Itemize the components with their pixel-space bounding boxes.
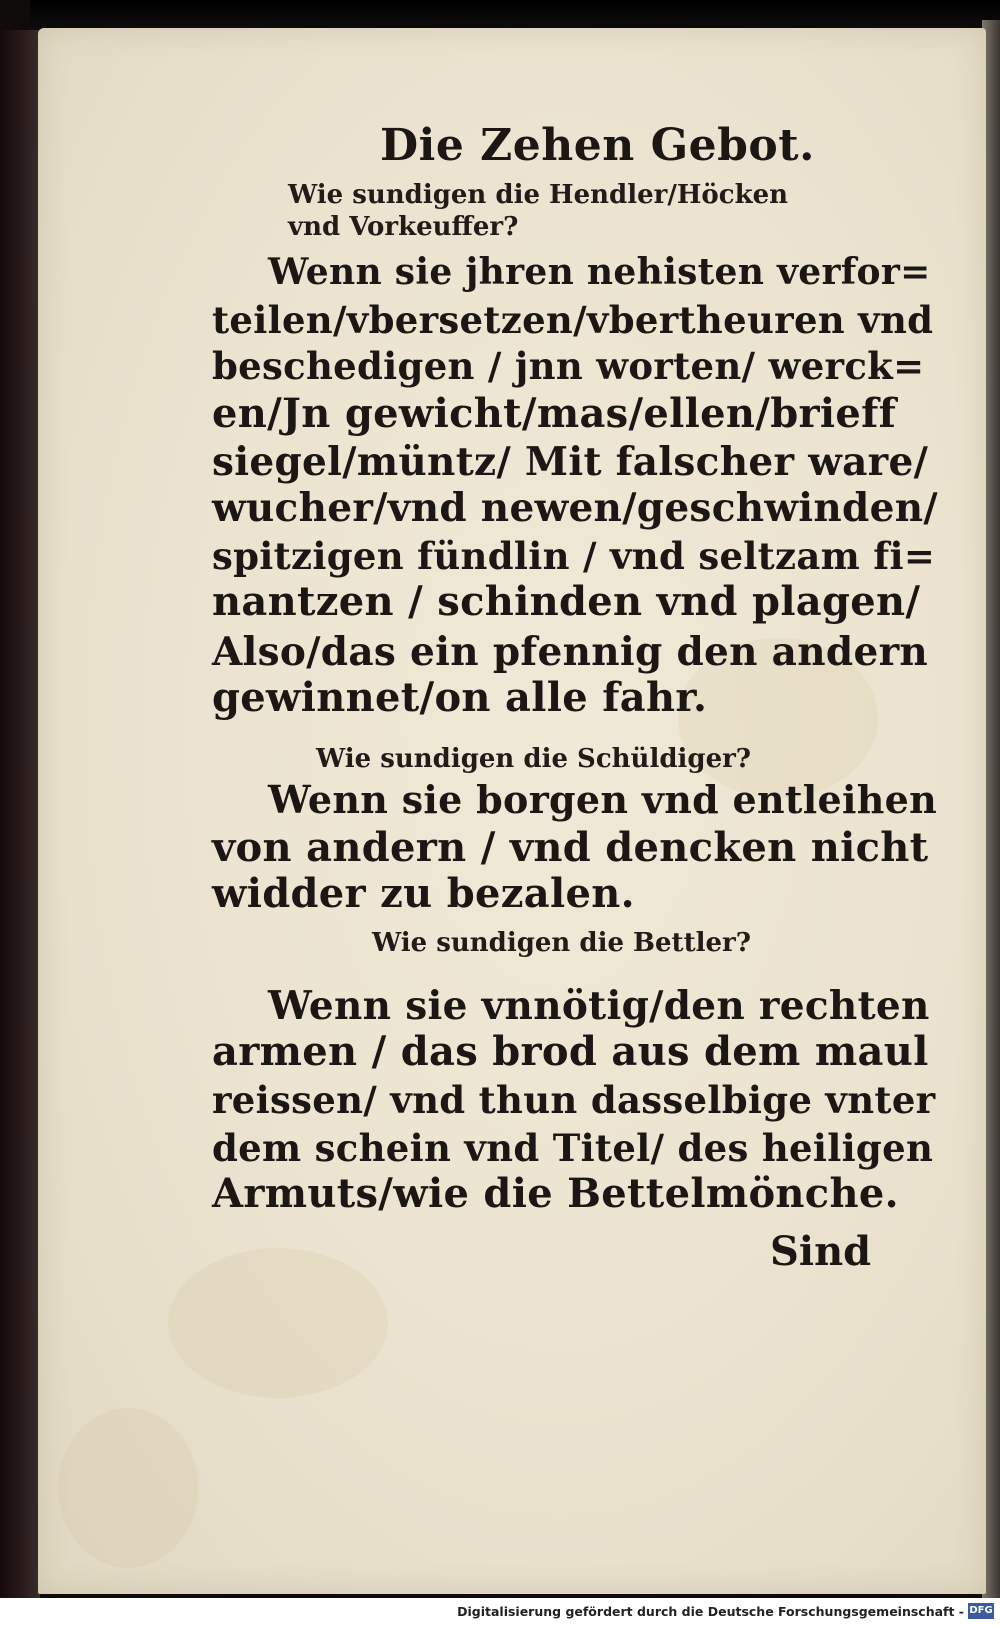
answer-line: Also/das ein pfennig den andern [212, 629, 929, 675]
answer-line: Armuts/wie die Bettelmönche. [212, 1170, 899, 1217]
answer-line: Wenn sie jhren nehisten verfor= [268, 251, 931, 293]
funding-credit: Digitalisierung gefördert durch die Deutsche Forschungsgemeinschaft - [457, 1604, 964, 1619]
running-head: Die Zehen Gebot. [380, 120, 815, 171]
answer-line: teilen/vbersetzen/vbertheuren vnd [212, 298, 934, 342]
question-line: Wie sundigen die Bettler? [372, 928, 751, 958]
answer-line: reissen/ vnd thun dasselbige vnter [212, 1078, 936, 1122]
answer-line: von andern / vnd dencken nicht [212, 824, 929, 871]
answer-line: armen / das brod aus dem maul [212, 1028, 929, 1075]
answer-line: nantzen / schinden vnd plagen/ [212, 578, 921, 625]
question-line: Wie sundigen die Hendler/Höcken [288, 180, 789, 210]
answer-line: dem schein vnd Titel/ des heiligen [212, 1126, 934, 1170]
answer-line: Wenn sie vnnötig/den rechten [268, 983, 930, 1029]
catchword: Sind [770, 1228, 872, 1275]
answer-line: spitzigen fündlin / vnd seltzam fi= [212, 534, 936, 578]
paper-stain [168, 1248, 388, 1398]
book-gutter-shadow [0, 30, 40, 1598]
answer-line: wucher/vnd newen/geschwinden/ [212, 485, 938, 531]
answer-line: Wenn sie borgen vnd entleihen [268, 777, 938, 822]
answer-line: gewinnet/on alle fahr. [212, 674, 708, 721]
paper-stain [58, 1408, 198, 1568]
answer-line: widder zu bezalen. [212, 870, 635, 917]
question-line: vnd Vorkeuffer? [288, 212, 519, 242]
answer-line: en/Jn gewicht/mas/ellen/brieff [212, 390, 897, 437]
dfg-logo: DFG [968, 1603, 994, 1619]
answer-line: beschedigen / jnn worten/ werck= [212, 344, 925, 388]
question-line: Wie sundigen die Schüldiger? [316, 744, 752, 774]
digitization-footer [0, 1598, 1000, 1627]
answer-line: siegel/müntz/ Mit falscher ware/ [212, 439, 929, 485]
